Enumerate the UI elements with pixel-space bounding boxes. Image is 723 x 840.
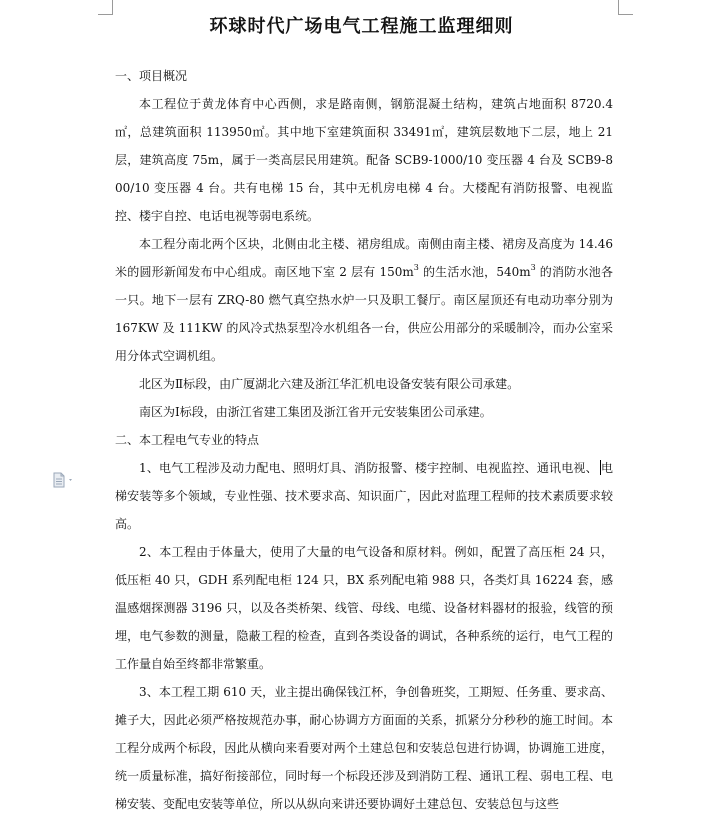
superscript-cubic-1: 3	[413, 263, 419, 272]
paragraph-blocks	[115, 230, 613, 370]
paragraph-blocks-part-a: 本工程分南北两个区块，北侧由北主楼、裙房组成。南侧由南主楼、裙房及高度为 14.46米的圆形新闻发布中心组成。南区地下室 2 层有 150m	[115, 237, 613, 279]
text-cursor	[600, 460, 601, 475]
paragraph-blocks-part-c: 的消防水池各一只。地下一层有 ZRQ-80 燃气真空热水炉一只及职工餐厅。南区屋顶还有电动功率分别为 167KW 及 111KW 的风冷式热泵型冷水机组各一台，供应公用部分的采暖制冷，而办公室采用分体式空调机组。	[115, 265, 613, 363]
paragraph-feature-2: 2、本工程由于体量大，使用了大量的电气设备和原材料。例如，配置了高压柜 24 只，低压柜 40 只，GDH 系列配电柜 124 只，BX 系列配电箱 988 只，各类灯具 16224 套，感温感烟探测器 3196 只，以及各类桥架、线管、母线、电缆、设备材料器材的报验，线管的预埋，电气参数的测量，隐蔽工程的检查，直到各类设备的调试，各种系统的运行，电气工程的工作量自始至终都非常繁重。	[115, 545, 613, 671]
paragraph-feature-3: 3、本工程工期 610 天，业主提出确保钱江杯，争创鲁班奖，工期短、任务重、要求高、摊子大，因此必须严格按规范办事，耐心协调方方面面的关系，抓紧分分秒秒的施工时间。本工程分成两个标段，因此从横向来看要对两个土建总包和安装总包进行协调，协调施工进度，统一质量标准，搞好衔接部位，同时每一个标段还涉及到消防工程、通讯工程、弱电工程、电梯安装、变配电安装等单位，所以从纵向来讲还要协调好土建总包、安装总包与这些	[115, 685, 613, 811]
chevron-down-icon	[69, 479, 72, 481]
superscript-cubic-2: 3	[530, 263, 536, 272]
section-heading-features: 二、本工程电气专业的特点	[115, 433, 260, 447]
paragraph-feature-1	[115, 454, 613, 538]
paragraph-blocks-part-b: 的生活水池，540m	[418, 265, 531, 279]
paragraph-feature-1-text: 1、电气工程涉及动力配电、照明灯具、消防报警、楼宇控制、电视监控、通讯电视、 电梯安装等多个领域，专业性强、技术要求高、知识面广，因此对监理工程师的技术素质要求较高。	[115, 461, 613, 531]
document-icon[interactable]	[52, 472, 76, 488]
document-title: 环球时代广场电气工程施工监理细则	[209, 16, 514, 37]
paragraph-north-section: 北区为Ⅱ标段，由广厦湖北六建及浙江华汇机电设备安装有限公司承建。	[139, 377, 520, 391]
document-icon-glyph	[52, 472, 76, 488]
paragraph-project-location: 本工程位于黄龙体育中心西侧，求是路南侧，钢筋混凝土结构，建筑占地面积 8720.4㎡，总建筑面积 113950㎡。其中地下室建筑面积 33491㎡，建筑层数地下二层，地上 21层，建筑高度 75m，属于一类高层民用建筑。配备 SCB9-1000/10 变压器 4 台及 SCB9-800/10 变压器 4 台。共有电梯 15 台，其中无机房电梯 4 台。大楼配有消防报警、电视监控、楼宇自控、电话电视等弱电系统。	[115, 97, 613, 223]
document-body[interactable]	[115, 62, 613, 818]
paragraph-south-section: 南区为Ⅰ标段，由浙江省建工集团及浙江省开元安装集团公司承建。	[139, 405, 492, 419]
section-heading-overview: 一、项目概况	[115, 69, 188, 83]
